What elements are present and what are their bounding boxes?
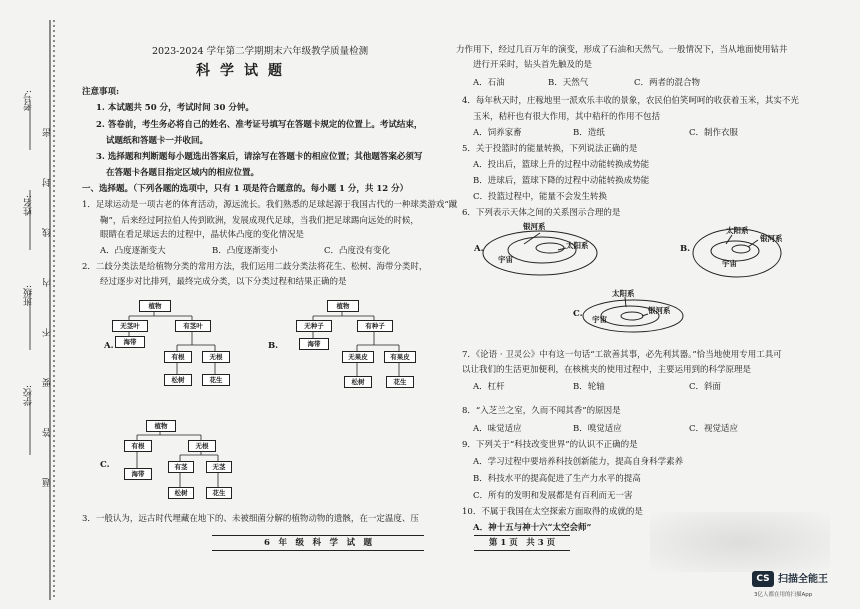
note-line: 2. 答卷前，考生务必将自己的姓名、准考证号填写在答题卡规定的位置上。考试结束，	[96, 120, 423, 130]
q8-option-a: A．味觉适应	[473, 424, 522, 434]
side-mark: 不	[43, 328, 53, 337]
q1-option-c: C．凸度没有变化	[324, 246, 391, 256]
q4-line: 4．每年秋天时，庄稼地里一派欢乐丰收的景象，农民伯伯笑呵呵的收获着玉米，其实不光	[462, 96, 799, 106]
side-label-school: 学校:	[24, 385, 34, 407]
q6-a-inner: 太阳系	[566, 241, 589, 250]
q1-line: 鞠”，后来经过阿拉伯人传到欧洲，发展成现代足球，当我们把足球踢向远处的时候，	[100, 216, 419, 226]
q10-option-a: A．神十五与神十六“太空会师”	[473, 523, 592, 533]
q3-option-c: C．两者的混合物	[634, 78, 701, 88]
q9-line: 9．下列关于“科技改变世界”的认识不正确的是	[462, 440, 638, 450]
q9-option-a: A．学习过程中要培养科技创新能力，提高自身科学素养	[473, 457, 684, 467]
notes-heading: 注意事项:	[82, 87, 120, 97]
q6-line: 6．下列表示天体之间的关系图示合理的是	[462, 208, 621, 218]
side-mark: 答	[43, 428, 53, 437]
q4-option-a: A．饲养家畜	[473, 128, 522, 138]
tree-a-node: 无根	[202, 351, 230, 363]
scanner-watermark	[752, 565, 852, 603]
q7-option-b: B．轮轴	[573, 382, 605, 392]
note-line: 试题纸和答题卡一并收回。	[106, 136, 209, 146]
tree-c-node: 无茎	[206, 461, 232, 473]
q9-option-c: C．所有的发明和发展都是有百利而无一害	[473, 491, 633, 501]
footer-right: 第 1 页 共 3 页	[488, 538, 556, 548]
exam-header: 2023-2024 学年第二学期期末六年级教学质量检测	[152, 46, 369, 57]
tree-b-node: 有种子	[357, 320, 393, 332]
tree-a-node: 有茎叶	[175, 320, 211, 332]
q3-cont-line: 进行开采时，钻头首先触及的是	[473, 60, 593, 70]
tree-c-node: 花生	[206, 487, 232, 499]
footer-left: 6 年 级 科 学 试 题	[264, 538, 372, 548]
tree-b-node: 海带	[299, 338, 329, 350]
watermark-badge: CS	[752, 571, 774, 587]
note-line: 3. 选择题和判断题每小题选出答案后，请涂写在答题卡的相应位置；其他题答案必须写	[96, 152, 423, 162]
tree-b-node: 无果皮	[342, 351, 374, 363]
watermark-name: 扫描全能王	[778, 574, 828, 585]
scan-smudge	[650, 512, 830, 572]
q6-option-a-label: A.	[474, 244, 484, 254]
tree-c-node: 有根	[124, 440, 152, 452]
q7-line: 7．《论语 · 卫灵公》中有这一句话“工欲善其事，必先利其器。”恰当地使用专用工具可	[462, 350, 782, 360]
q1-line: 1．足球运动是一项古老的体育活动，源远流长。我们熟悉的足球起源于我国古代的一种球类游戏“蹴	[82, 200, 458, 210]
q6-c-middle: 太阳系	[612, 289, 635, 298]
q5-line: 5．关于投篮时的能量转换，下列说法正确的是	[462, 144, 638, 154]
q6-a-outer: 宇宙	[498, 255, 513, 264]
q4-option-b: B．造纸	[573, 128, 605, 138]
q2-option-a-label: A.	[104, 341, 114, 351]
tree-c-node: 无根	[188, 440, 216, 452]
side-label-class: 班级:	[24, 285, 34, 307]
q1-option-b: B．凸度逐渐变小	[212, 246, 278, 256]
tree-c-node: 有茎	[168, 461, 194, 473]
tree-c-node: 海带	[124, 468, 152, 480]
q10-line: 10．不属于我国在太空探索方面取得的成就的是	[462, 507, 643, 517]
tree-a-node: 松树	[164, 374, 192, 386]
q6-b-outer: 宇宙	[722, 259, 737, 268]
side-mark: 线	[43, 228, 53, 237]
side-mark: 封	[43, 178, 53, 187]
q7-line: 以让我们的生活更加便利，在核桃夹的使用过程中，主要运用到的科学原理是	[462, 365, 752, 375]
q5-option-a: A．投出后，篮球上升的过程中动能转换成势能	[473, 160, 650, 170]
q1-option-a: A．凸度逐渐变大	[100, 246, 166, 256]
q2-line: 经过逐步对比排列，最终完成分类，以下分类过程和结果正确的是	[100, 277, 347, 287]
q6-c-inner: 银河系	[648, 306, 671, 315]
side-label-name: 姓名:	[24, 195, 34, 217]
q2-option-b-label: B.	[268, 341, 279, 351]
tree-b-node: 有果皮	[384, 351, 416, 363]
side-label-exam-no: 考号:	[24, 90, 34, 112]
q6-b-middle: 太阳系	[726, 226, 749, 235]
q8-option-b: B．嗅觉适应	[573, 424, 622, 434]
tree-b-node: 花生	[386, 376, 414, 388]
q3-cont-line: 力作用下，经过几百万年的演变，形成了石油和天然气。一般情况下，当从地面使用钻井	[456, 45, 788, 55]
q2-line: 2．二歧分类法是给植物分类的常用方法，我们运用二歧分类法将花生、松树、海带分类时，	[82, 262, 428, 272]
q6-a-middle: 银河系	[523, 222, 546, 231]
q5-option-c: C．投篮过程中，能量不会发生转换	[473, 192, 608, 202]
tree-b-node: 松树	[344, 376, 372, 388]
q8-line: 8．“入芝兰之室，久而不闻其香”的原因是	[462, 406, 621, 416]
q2-option-c-label: C.	[100, 460, 110, 470]
note-line: 在答题卡各题目指定区域内的相应位置。	[106, 168, 260, 178]
tree-b-node: 植物	[327, 300, 359, 312]
q6-b-inner: 银河系	[760, 234, 783, 243]
tree-a-node: 植物	[139, 300, 171, 312]
watermark-sub: 3亿人都在用的扫描App	[754, 592, 813, 598]
footer-right-box	[474, 535, 570, 551]
tree-a-node: 海带	[115, 336, 145, 348]
side-mark: 题	[43, 478, 53, 487]
q5-option-b: B．进球后，篮球下降的过程中动能转换成势能	[473, 176, 650, 186]
exam-title: 科学试题	[196, 63, 292, 79]
q4-option-c: C．制作衣服	[689, 128, 739, 138]
tree-c-node: 植物	[146, 420, 176, 432]
q4-line: 玉米，秸秆也有很大作用，其中秸秆的作用不包括	[473, 112, 661, 122]
q7-option-a: A．杠杆	[473, 382, 505, 392]
q3-option-a: A．石油	[473, 78, 505, 88]
tree-a-node: 无茎叶	[112, 320, 148, 332]
side-mark: 内	[43, 278, 53, 287]
side-mark: 要	[43, 378, 53, 387]
q6-option-b-label: B.	[680, 244, 691, 254]
q3-line: 3．一般认为，远古时代埋藏在地下的、未被细菌分解的植物动物的遗骸，在一定温度、压	[82, 514, 419, 524]
tree-b-node: 无种子	[296, 320, 332, 332]
q7-option-c: C．斜面	[689, 382, 722, 392]
tree-a-node: 有根	[164, 351, 192, 363]
tree-a-node: 花生	[202, 374, 230, 386]
q6-c-outer: 宇宙	[592, 315, 607, 324]
section-heading: 一、选择题。（下列各题的选项中，只有 1 项是符合题意的。每小题 1 分，共 12 分）	[82, 184, 409, 194]
note-line: 1. 本试题共 50 分，考试时间 30 分钟。	[96, 103, 254, 113]
q8-option-c: C．视觉适应	[689, 424, 739, 434]
tree-c-node: 松树	[168, 487, 194, 499]
q1-line: 眼睛在看足球远去的过程中，晶状体凸度的变化情况是	[100, 230, 305, 240]
q3-option-b: B．天然气	[548, 78, 589, 88]
q6-option-c-label: C.	[573, 309, 583, 319]
q9-option-b: B．科技水平的提高促进了生产力水平的提高	[473, 474, 641, 484]
side-mark: 密	[43, 128, 53, 137]
